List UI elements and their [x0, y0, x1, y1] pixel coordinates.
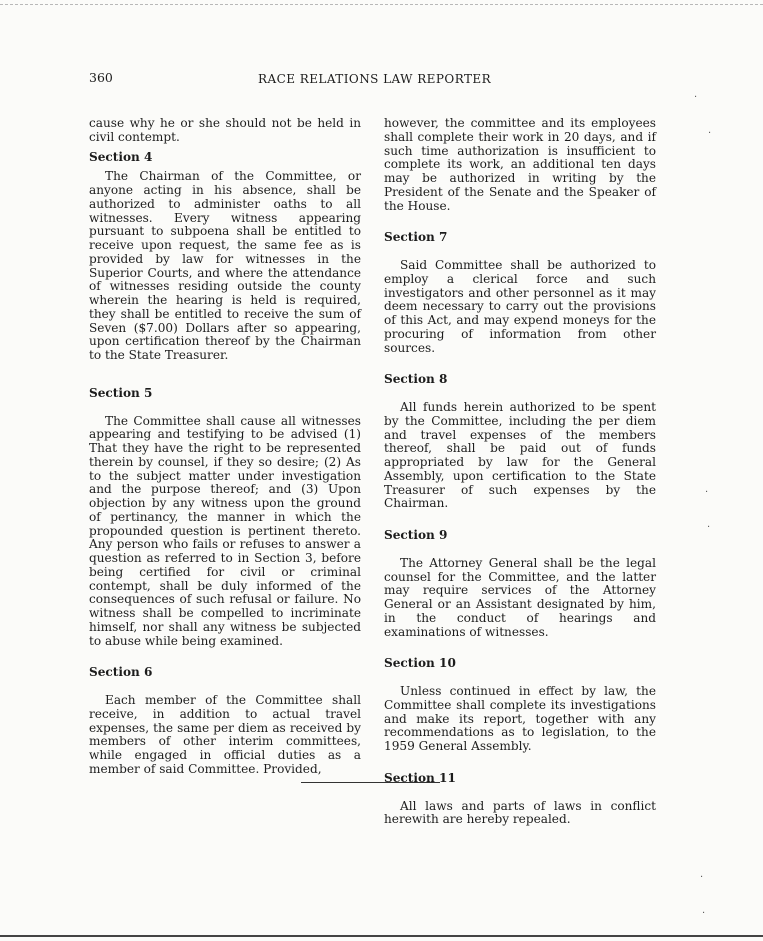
section-7-text: Said Committee shall be authorized to employ a clerical force and such investigators and other personnel as it may deem necessary to carry out the provisions of this Act, and may expend moneys for the procuring of information from other sources.	[384, 258, 656, 355]
right-column	[384, 117, 656, 827]
section-6-heading: Section 6	[89, 665, 153, 680]
scan-bottom-edge	[0, 935, 763, 937]
scan-speck: ·	[705, 487, 709, 498]
left-column	[89, 117, 361, 777]
section-11-heading: Section 11	[384, 770, 456, 785]
section-9-text: The Attorney General shall be the legal counsel for the Committee, and the latter may require services of the Attorney General or an Assistant designated by him, in the conduct of hearings and examinations of witnesses.	[384, 555, 656, 639]
scan-speck: ·	[708, 128, 712, 139]
section-5-heading: Section 5	[89, 385, 153, 400]
end-of-document-rule	[301, 782, 440, 783]
section-9-heading: Section 9	[384, 528, 448, 542]
scan-top-edge	[0, 4, 763, 5]
section-11-text: All laws and parts of laws in conflict herewith are hereby repealed.	[384, 798, 656, 827]
scan-speck: ·	[707, 522, 711, 533]
scan-speck: ·	[694, 92, 698, 103]
section-4-heading: Section 4	[89, 149, 153, 164]
section-5-text: The Committee shall cause all witnesses appearing and testifying to be advised (1) That they have the right to be represented therein by counsel, if they so desire; (2) As to the subject matter under investigation and the purpose thereof; and (3) Upon objection by any witness upon the ground of pertinancy, the manner in which the propounded question is pertinent thereto. Any person who fails or refuses to answer a question as referred to in Section 3, before being certified for civil or criminal contempt, shall be duly informed of the consequences of such refusal or failure. No witness shall be compelled to incriminate himself, nor shall any witness be subjected to abuse while being examined.	[89, 413, 361, 648]
running-head: RACE RELATIONS LAW REPORTER	[258, 72, 492, 86]
scan-speck: ·	[702, 908, 706, 919]
paragraph-continuation-left: cause why he or she should not be held in civil contempt.	[89, 116, 361, 144]
paragraph-continuation-right: however, the committee and its employees shall complete their work in 20 days, and if such time authorization is insufficient to complete its work, an additional ten days may be authorized in writing by the President of the Senate and the Speaker of the House.	[384, 116, 656, 213]
section-4-text: The Chairman of the Committee, or anyone acting in his absence, shall be authorized to administer oaths to all witnesses. Every witness appearing pursuant to subpoena shall be entitled to receive upon request, the same fee as is provided by law for witnesses in the Superior Courts, and where the attendance of witnesses residing outside the county wherein the hearing is held is required, they shall be entitled to receive the sum of Seven ($7.00) Dollars after so appearing, upon certification thereof by the Chairman to the State Treasurer.	[89, 169, 361, 362]
page-number: 360	[89, 70, 113, 85]
section-8-text: All funds herein authorized to be spent by the Committee, including the per diem and travel expenses of the members thereof, shall be paid out of funds appropriated by law for the General Assembly, upon certification to the State Treasurer of such expenses by the Chairman.	[384, 400, 656, 511]
section-6-text: Each member of the Committee shall receive, in addition to actual travel expenses, the same per diem as received by members of other interim committees, while engaged in official duties as a member of said Committee. Provided,	[89, 693, 361, 776]
scan-speck: ·	[700, 872, 704, 883]
section-7-heading: Section 7	[384, 230, 448, 245]
section-10-text: Unless continued in effect by law, the Committee shall complete its investigations and make its report, together with any recommendations as to legislation, to the 1959 General Assembly.	[384, 684, 656, 753]
section-8-heading: Section 8	[384, 372, 448, 387]
section-10-heading: Section 10	[384, 656, 456, 671]
